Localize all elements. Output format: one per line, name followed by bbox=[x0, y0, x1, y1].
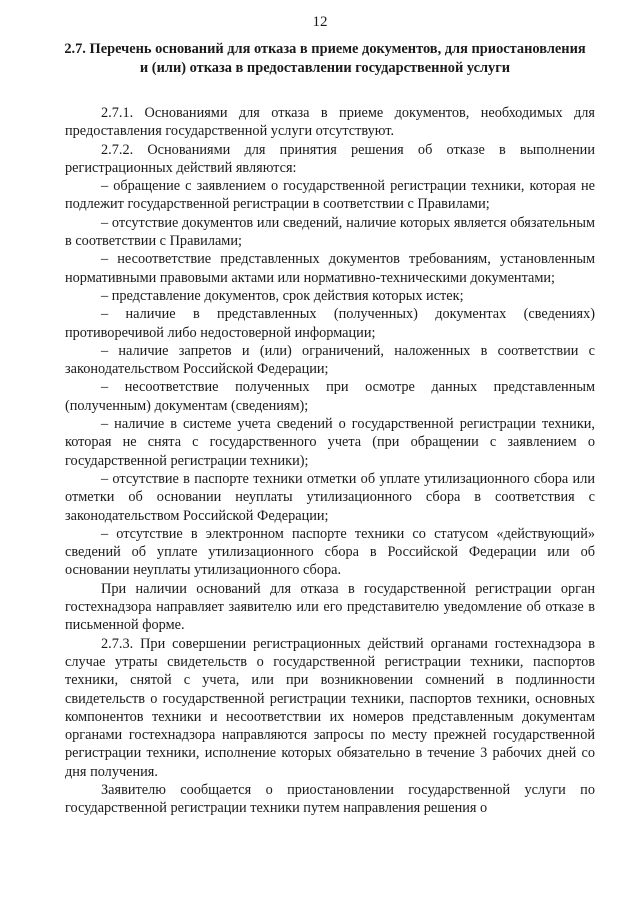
list-item: – несоответствие полученных при осмотре данных представленным (полученным) документам (сведениям); bbox=[65, 379, 595, 414]
list-item: – несоответствие представленных документов требованиям, установленным нормативными правовыми актами или нормативно-техническими документами; bbox=[65, 251, 595, 286]
paragraph-2-7-3: 2.7.3. При совершении регистрационных действий органами гостехнадзора в случае утраты свидетельств о государственной регистрации техники, паспортов техники, снятой с учета, или при возникновении сомнений в подлинности свидетельств о государственной регистрации техники, паспортов техники, основных компонентов техники и несоответствии их номеров представленным документам органами гостехнадзора направляются запросы по месту прежней государственной регистрации техники, исполнение которых обязательно в течение 3 рабочих дней со дня получения. bbox=[65, 635, 595, 780]
list-item: – представление документов, срок действия которых истек; bbox=[101, 287, 464, 304]
section-body bbox=[65, 104, 595, 818]
list-item: – отсутствие документов или сведений, наличие которых является обязательным в соответствии с Правилами; bbox=[65, 214, 595, 250]
paragraph-suspension-notice: Заявителю сообщается о приостановлении государственной услуги по государственной регистрации техники путем направления решения о bbox=[65, 781, 595, 817]
list-item: – обращение с заявлением о государственной регистрации техники, которая не подлежит государственной регистрации в соответствии с Правилами; bbox=[65, 178, 595, 213]
section-heading: 2.7. Перечень оснований для отказа в приеме документов, для приостановления и (или) отказа в предоставлении государственной услуги bbox=[64, 41, 586, 76]
list-item: – отсутствие в паспорте техники отметки об уплате утилизационного сбора или отметки об основании неуплаты утилизационного сбора в соответствия с законодательством Российской Федерации; bbox=[65, 470, 595, 524]
page-number: 12 bbox=[312, 14, 328, 30]
list-item: – отсутствие в электронном паспорте техники со статусом «действующий» сведений об уплате утилизационного сбора в Российской Федерации или об основании неуплаты утилизационного сбора. bbox=[65, 525, 595, 579]
list-item: – наличие в представленных (полученных) документах (сведениях) противоречивой либо недостоверной информации; bbox=[65, 306, 595, 341]
list-item: – наличие запретов и (или) ограничений, наложенных в соответствии с законодательством Российской Федерации; bbox=[65, 342, 595, 378]
paragraph-refusal-notice: При наличии оснований для отказа в государственной регистрации орган гостехнадзора направляет заявителю или его представителю уведомление об отказе в письменной форме. bbox=[65, 580, 595, 634]
list-item: – наличие в системе учета сведений о государственной регистрации техники, которая не снята с государственного учета (при обращении с заявлением о государственной регистрации техники); bbox=[65, 416, 595, 469]
paragraph-2-7-2: 2.7.2. Основаниями для принятия решения об отказе в выполнении регистрационных действий являются: bbox=[65, 141, 595, 176]
paragraph-2-7-1: 2.7.1. Основаниями для отказа в приеме документов, необходимых для предоставления государственной услуги отсутствуют. bbox=[65, 105, 595, 140]
